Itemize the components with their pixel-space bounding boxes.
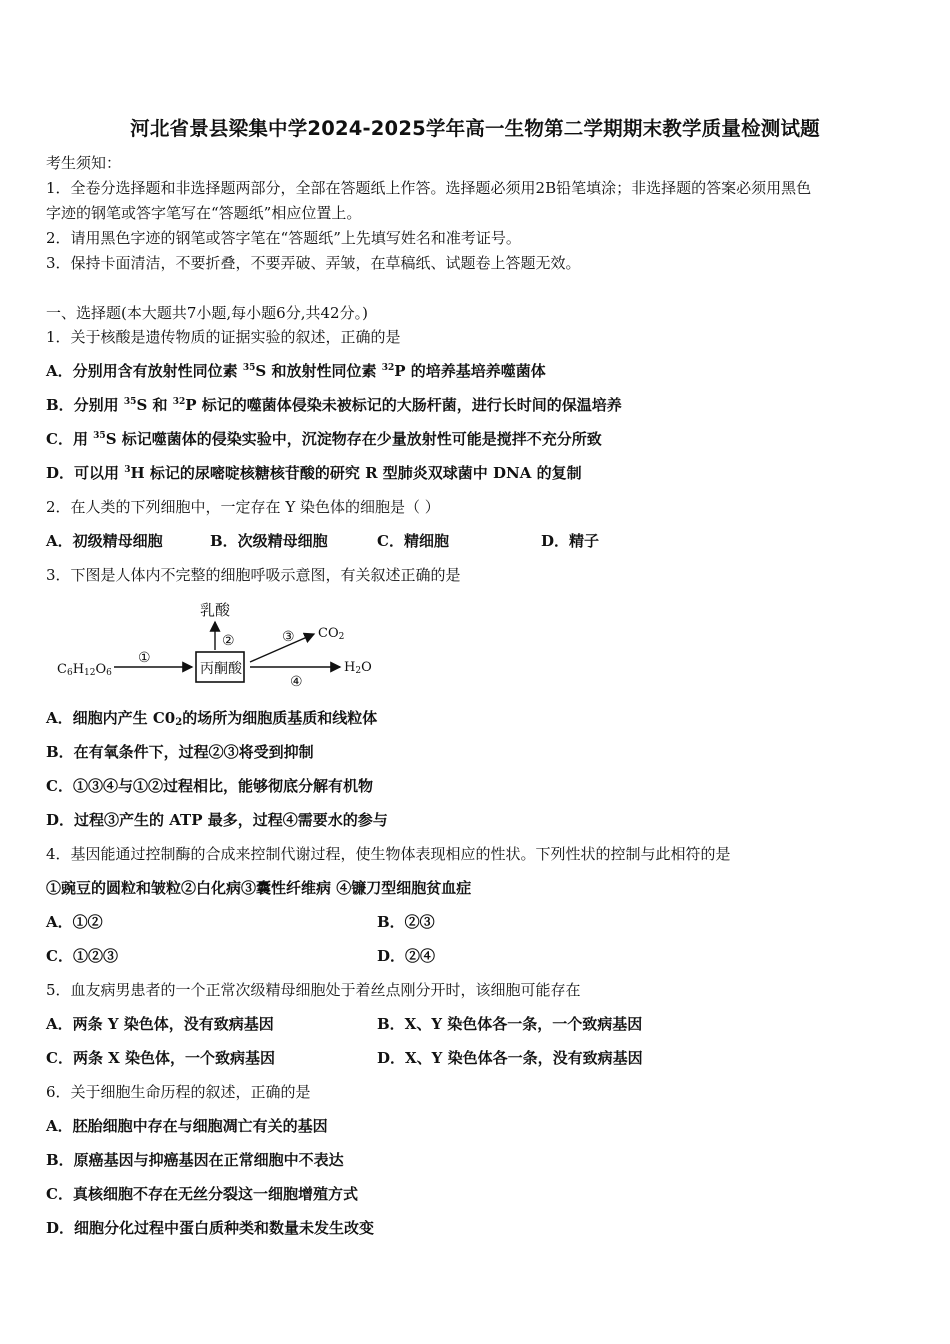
q3-stem: 3．下图是人体内不完整的细胞呼吸示意图，有关叙述正确的是: [46, 566, 461, 584]
q5-option-c: C．两条 X 染色体，一个致病基因: [46, 1049, 276, 1067]
q3-option-a: A．细胞内产生 $C0_2$的场所为细胞质基质和线粒体: [46, 709, 378, 728]
q5-option-a: A．两条 Y 染色体，没有致病基因: [46, 1015, 274, 1033]
q1-option-a: A．分别用含有放射性同位素 $^{35}$S 和放射性同位素 $^{32}$P 的培养基培养噬菌体: [46, 362, 546, 380]
page-title: 河北省景县梁集中学2024-2025学年高一生物第二学期期末教学质量检测试题: [130, 117, 820, 140]
notice-item-2: 2．请用黑色字迹的钢笔或答字笔在“答题纸”上先填写姓名和准考证号。: [46, 229, 521, 247]
q6-option-b: B．原癌基因与抑癌基因在正常细胞中不表达: [46, 1151, 344, 1169]
q4-option-b: B．②③: [377, 913, 435, 931]
q5-stem: 5．血友病男患者的一个正常次级精母细胞处于着丝点刚分开时，该细胞可能存在: [46, 981, 581, 999]
q1-option-b: B．分别用 $^{35}$S 和 $^{32}$P 标记的噬菌体侵染未被标记的大肠杆菌，进行长时间的保温培养: [46, 396, 622, 414]
co2-label: CO2: [318, 626, 345, 642]
q6-option-d: D．细胞分化过程中蛋白质种类和数量未发生改变: [46, 1219, 375, 1237]
q1-stem: 1．关于核酸是遗传物质的证据实验的叙述，正确的是: [46, 328, 401, 346]
step-2-label: ②: [222, 633, 235, 649]
q4-items: ①豌豆的圆粒和皱粒②白化病③囊性纤维病 ④镰刀型细胞贫血症: [46, 879, 472, 897]
glucose-label: C6H12O6: [57, 662, 112, 678]
q4-option-a: A．①②: [46, 913, 103, 931]
notice-heading: 考生须知：: [46, 154, 122, 172]
notice-item-1b: 字迹的钢笔或答字笔写在“答题纸”相应位置上。: [46, 204, 362, 222]
q2-option-b: B．次级精母细胞: [210, 532, 328, 550]
q4-stem: 4．基因能通过控制酶的合成来控制代谢过程，使生物体表现相应的性状。下列性状的控制与此相符的是: [46, 845, 731, 863]
q5-option-b: B．X、Y 染色体各一条，一个致病基因: [377, 1015, 643, 1033]
step-1-label: ①: [138, 650, 151, 666]
q1-option-d: D．可以用 $^3$H 标记的尿嘧啶核糖核苷酸的研究 R 型肺炎双球菌中 DNA 的复制: [46, 464, 582, 482]
q4-option-d: D．②④: [377, 947, 436, 965]
q6-option-c: C．真核细胞不存在无丝分裂这一细胞增殖方式: [46, 1185, 358, 1203]
step-4-label: ④: [290, 674, 303, 690]
lactic-acid-label: 乳酸: [200, 601, 231, 619]
pyruvate-label: 丙酮酸: [200, 661, 242, 677]
respiration-diagram: [52, 596, 382, 696]
step-3-label: ③: [282, 629, 295, 645]
q5-option-d: D．X、Y 染色体各一条，没有致病基因: [377, 1049, 643, 1067]
q2-option-c: C．精细胞: [377, 532, 449, 550]
q4-option-c: C．①②③: [46, 947, 118, 965]
q3-option-d: D．过程③产生的 ATP 最多，过程④需要水的参与: [46, 811, 388, 829]
q1-option-c: C．用 $^{35}$S 标记噬菌体的侵染实验中，沉淀物存在少量放射性可能是搅拌不充分所致: [46, 430, 602, 448]
q2-option-a: A．初级精母细胞: [46, 532, 163, 550]
notice-item-3: 3．保持卡面清洁，不要折叠，不要弄破、弄皱，在草稿纸、试题卷上答题无效。: [46, 254, 581, 272]
section-heading: 一、选择题(本大题共7小题,每小题6分,共42分。): [46, 304, 368, 322]
q3-option-c: C．①③④与①②过程相比，能够彻底分解有机物: [46, 777, 373, 795]
q3-option-b: B．在有氧条件下，过程②③将受到抑制: [46, 743, 314, 761]
q2-option-d: D．精子: [541, 532, 600, 550]
notice-item-1a: 1．全卷分选择题和非选择题两部分，全部在答题纸上作答。选择题必须用2B铅笔填涂；非选择题的答案必须用黑色: [46, 179, 812, 197]
q6-option-a: A．胚胎细胞中存在与细胞凋亡有关的基因: [46, 1117, 328, 1135]
q6-stem: 6．关于细胞生命历程的叙述，正确的是: [46, 1083, 311, 1101]
q2-stem: 2．在人类的下列细胞中，一定存在 Y 染色体的细胞是（ ）: [46, 498, 440, 516]
h2o-label: H2O: [344, 660, 372, 676]
